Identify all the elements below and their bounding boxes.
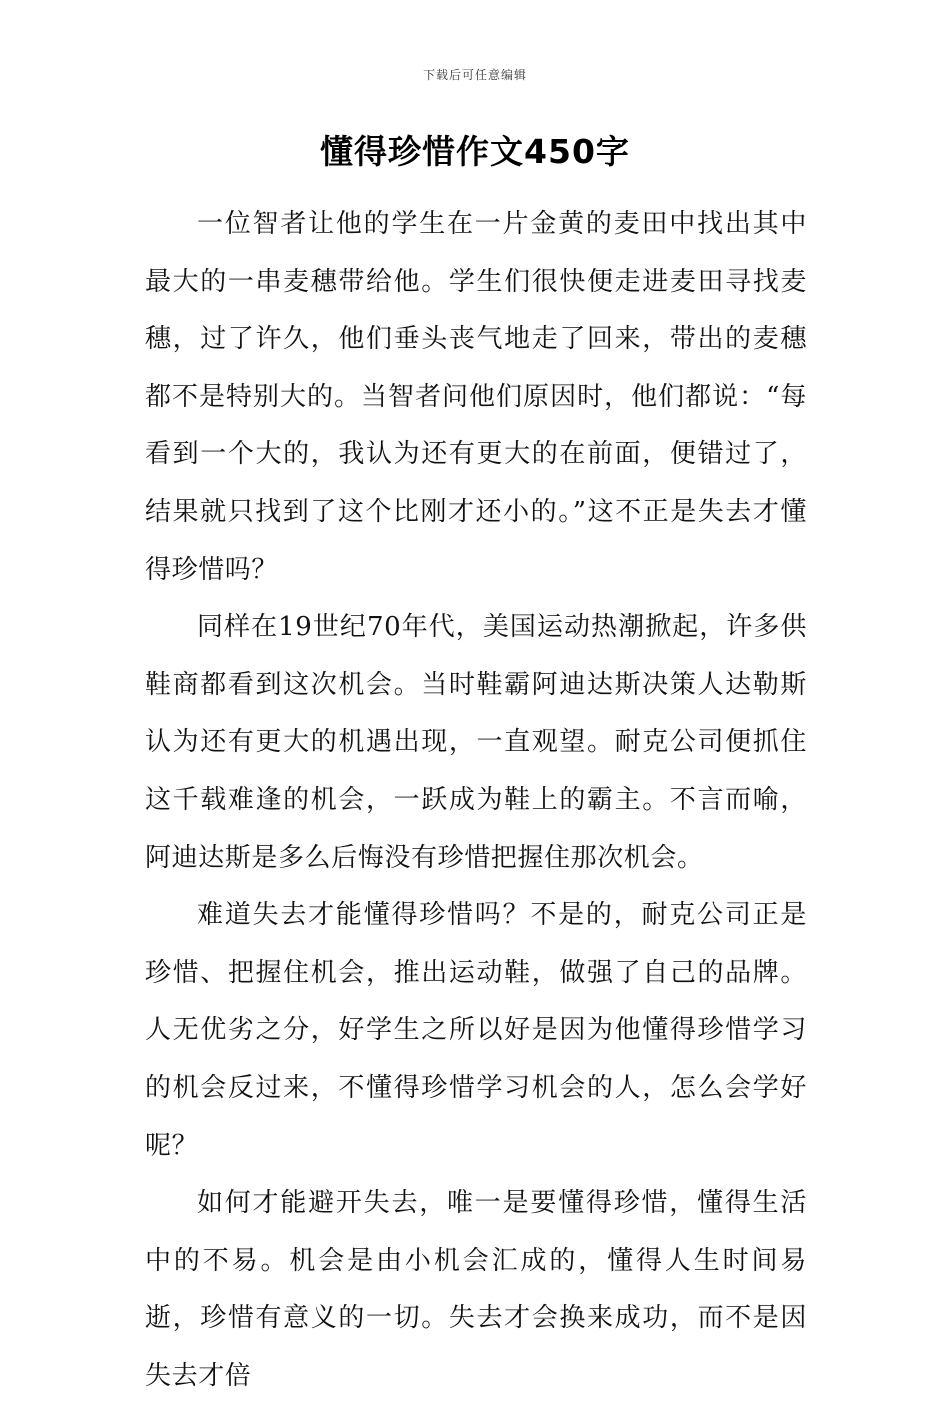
paragraph-4: 如何才能避开失去，唯一是要懂得珍惜，懂得生活中的不易。机会是由小机会汇成的，懂得人生时间易逝，珍惜有意义的一切。失去才会换来成功，而不是因失去才倍: [145, 1188, 807, 1391]
document-body: [145, 196, 807, 1405]
paragraph-3: 难道失去才能懂得珍惜吗？不是的，耐克公司正是珍惜、把握住机会，推出运动鞋，做强了自己的品牌。人无优劣之分，好学生之所以好是因为他懂得珍惜学习的机会反过来，不懂得珍惜学习机会的人，怎么会学好呢？: [145, 900, 807, 1161]
document-title: 懂得珍惜作文450字: [320, 132, 630, 171]
paragraph-2: 同样在19世纪70年代，美国运动热潮掀起，许多供鞋商都看到这次机会。当时鞋霸阿迪达斯决策人达勒斯认为还有更大的机遇出现，一直观望。耐克公司便抓住这千载难逢的机会，一跃成为鞋上的霸主。不言而喻，阿迪达斯是多么后悔没有珍惜把握住那次机会。: [145, 612, 807, 873]
paragraph-1: 一位智者让他的学生在一片金黄的麦田中找出其中最大的一串麦穗带给他。学生们很快便走进麦田寻找麦穗，过了许久，他们垂头丧气地走了回来，带出的麦穗都不是特别大的。当智者问他们原因时，他们都说：“每看到一个大的，我认为还有更大的在前面，便错过了，结果就只找到了这个比刚才还小的。”这不正是失去才懂得珍惜吗？: [145, 209, 807, 585]
header-note: 下载后可任意编辑: [422, 68, 527, 82]
